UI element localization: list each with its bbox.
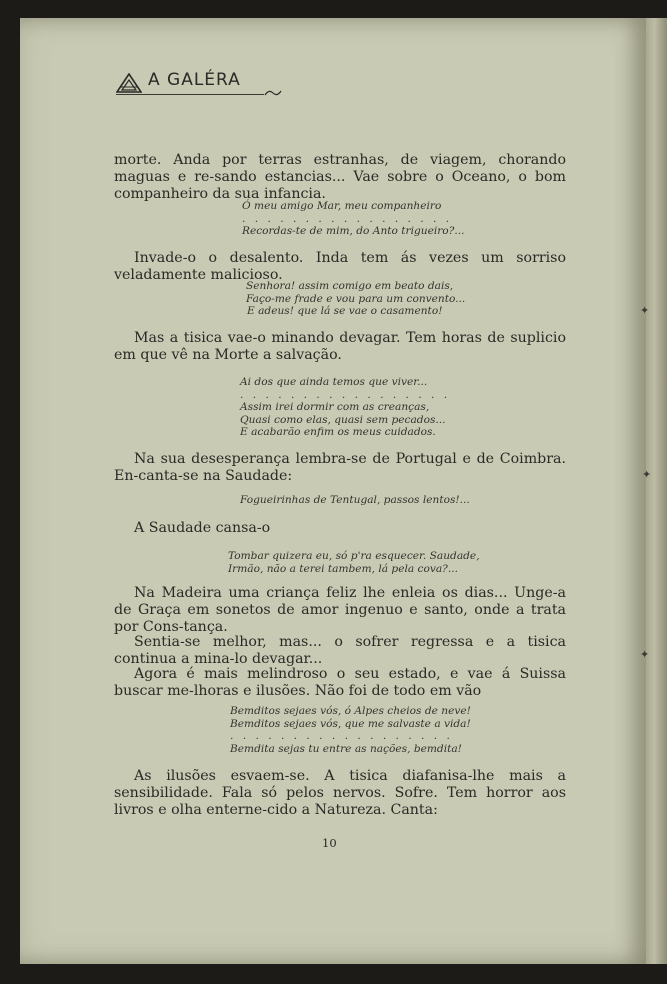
verse-line: Bemditos sejaes vós, ó Alpes cheios de neve! bbox=[230, 705, 471, 717]
verse-block bbox=[240, 494, 470, 507]
verse-line: Ó meu amigo Mar, meu companheiro bbox=[242, 200, 442, 212]
verse-block bbox=[230, 705, 471, 755]
verse-line: Irmão, não a terei tambem, lá pela cova?... bbox=[228, 562, 458, 575]
book-spine bbox=[646, 18, 667, 964]
paragraph bbox=[114, 666, 566, 700]
verse-line: Bemdita sejas tu entre as nações, bemdita! bbox=[230, 742, 462, 755]
edge-mark: ✦ bbox=[640, 648, 650, 661]
verse-line: Fogueirinhas de Tentugal, passos lentos!... bbox=[240, 494, 470, 506]
edge-mark: ✦ bbox=[642, 468, 652, 481]
paragraph-text: Na sua desesperança lembra-se de Portugal e de Coimbra. En-canta-se na Saudade: bbox=[114, 451, 566, 484]
paragraph-text: A Saudade cansa-o bbox=[134, 520, 271, 536]
paragraph bbox=[114, 520, 566, 537]
verse-line: E adeus! que lá se vae o casamento! bbox=[247, 305, 443, 317]
paragraph-text: morte. Anda por terras estranhas, de viagem, chorando maguas e re-sando estancias... Vae sobre o Oceano, o bom companheiro da sua infancia. bbox=[114, 152, 566, 202]
paragraph-text: Sentia-se melhor, mas... o sofrer regressa e a tisica continua a mina-lo devagar... bbox=[114, 634, 566, 667]
paragraph bbox=[114, 250, 566, 284]
verse-block bbox=[228, 550, 480, 575]
paragraph-text: Invade-o o desalento. Inda tem ás vezes um sorriso veladamente malicioso. bbox=[114, 250, 566, 283]
header-title: A GALÉRA bbox=[148, 70, 241, 90]
verse-line: E acabarão enfim os meus cuidados. bbox=[240, 426, 436, 438]
verse-line: Recordas-te de mim, do Anto trigueiro?... bbox=[242, 225, 465, 237]
verse-block bbox=[240, 376, 450, 439]
wave-ornament-icon bbox=[264, 87, 282, 99]
verse-line: Ai dos que ainda temos que viver... bbox=[240, 376, 428, 388]
paragraph bbox=[114, 768, 566, 819]
verse-line: Bemditos sejaes vós, que me salvaste a vida! bbox=[230, 717, 471, 730]
verse-line: Tombar quizera eu, só p'ra esquecer. Saudade, bbox=[228, 550, 480, 562]
verse-ellipsis: . . . . . . . . . . . . . . . . . . bbox=[230, 730, 453, 742]
page-number: 10 bbox=[322, 836, 337, 850]
paragraph bbox=[114, 634, 566, 668]
paragraph-text: As ilusões esvaem-se. A tisica diafanisa-lhe mais a sensibilidade. Fala só pelos nervos. Sofre. Tem horror aos livros e olha enterne-cido a Natureza. Canta: bbox=[114, 768, 566, 818]
paragraph-text: Na Madeira uma criança feliz lhe enleia os dias... Unge-a de Graça em sonetos de amor ingenuo e santo, onde a trata por Cons-tança. bbox=[114, 585, 566, 635]
verse-line: Senhora! assim comigo em beato dais, bbox=[246, 280, 454, 292]
edge-mark: ✦ bbox=[640, 304, 650, 317]
paragraph bbox=[114, 152, 566, 203]
paragraph-text: Mas a tisica vae-o minando devagar. Tem horas de suplicio em que vê na Morte a salvação. bbox=[114, 330, 566, 363]
verse-line: Assim irei dormir com as creanças, bbox=[240, 401, 430, 413]
verse-line: Faço-me frade e vou para um convento... bbox=[246, 292, 466, 305]
paragraph bbox=[114, 330, 566, 364]
verse-ellipsis: . . . . . . . . . . . . . . . . . bbox=[240, 388, 451, 401]
galley-logo-icon bbox=[116, 73, 142, 93]
verse-block bbox=[242, 200, 464, 238]
paragraph-text: Agora é mais melindroso o seu estado, e vae á Suissa buscar me-lhoras e ilusões. Não foi de todo em vão bbox=[114, 666, 566, 699]
paragraph bbox=[114, 451, 566, 485]
paragraph bbox=[114, 585, 566, 636]
header-rule bbox=[116, 94, 264, 95]
verse-ellipsis: . . . . . . . . . . . . . . . . . bbox=[242, 212, 453, 225]
verse-block bbox=[246, 280, 465, 318]
verse-line: Quasi como elas, quasi sem pecados... bbox=[240, 413, 446, 426]
